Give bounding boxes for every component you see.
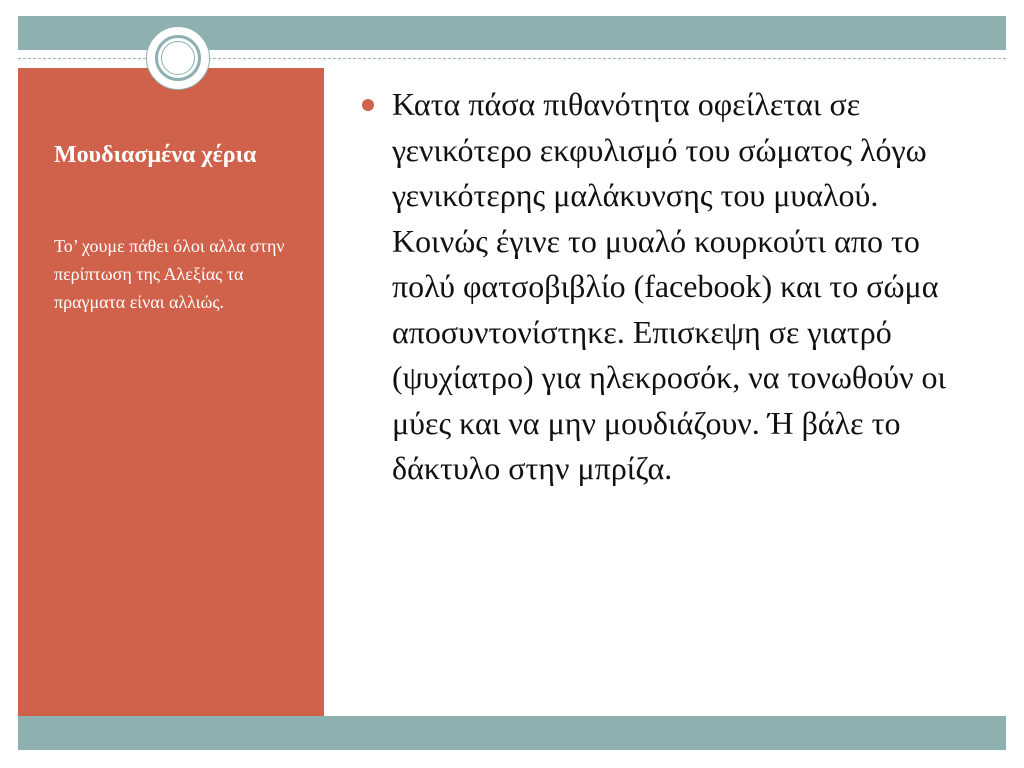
slide-subtitle: Το’ χουμε πάθει όλοι αλλα στην περίπτωση της Αλεξίας τα πραγματα είναι αλλιώς. bbox=[54, 236, 285, 312]
slide-title: Μουδιασμένα χέρια bbox=[54, 142, 257, 168]
bullet-text: Κατα πάσα πιθανότητα οφείλεται σε γενικότερο εκφυλισμό του σώματος λόγω γενικότερης μαλάκυνσης του μυαλού. Κοινώς έγινε το μυαλό κουρκούτι απο το πολύ φατσοβιβλίο (facebook) και το σώμα αποσυντονίστηκε. Επισκεψη σε γιατρό (ψυχίατρο) για ηλεκροσόκ, να τονωθούν οι μύες και να μην μουδιάζουν. Ή βάλε το δάκτυλο στην μπρίζα. bbox=[392, 86, 947, 486]
bullet-item bbox=[362, 82, 972, 492]
bottom-decorative-band bbox=[18, 716, 1006, 750]
content-area bbox=[362, 82, 972, 492]
ornament-inner-ring bbox=[161, 41, 195, 75]
circle-ornament-icon bbox=[146, 26, 210, 90]
circle-bullet-icon bbox=[362, 99, 374, 111]
